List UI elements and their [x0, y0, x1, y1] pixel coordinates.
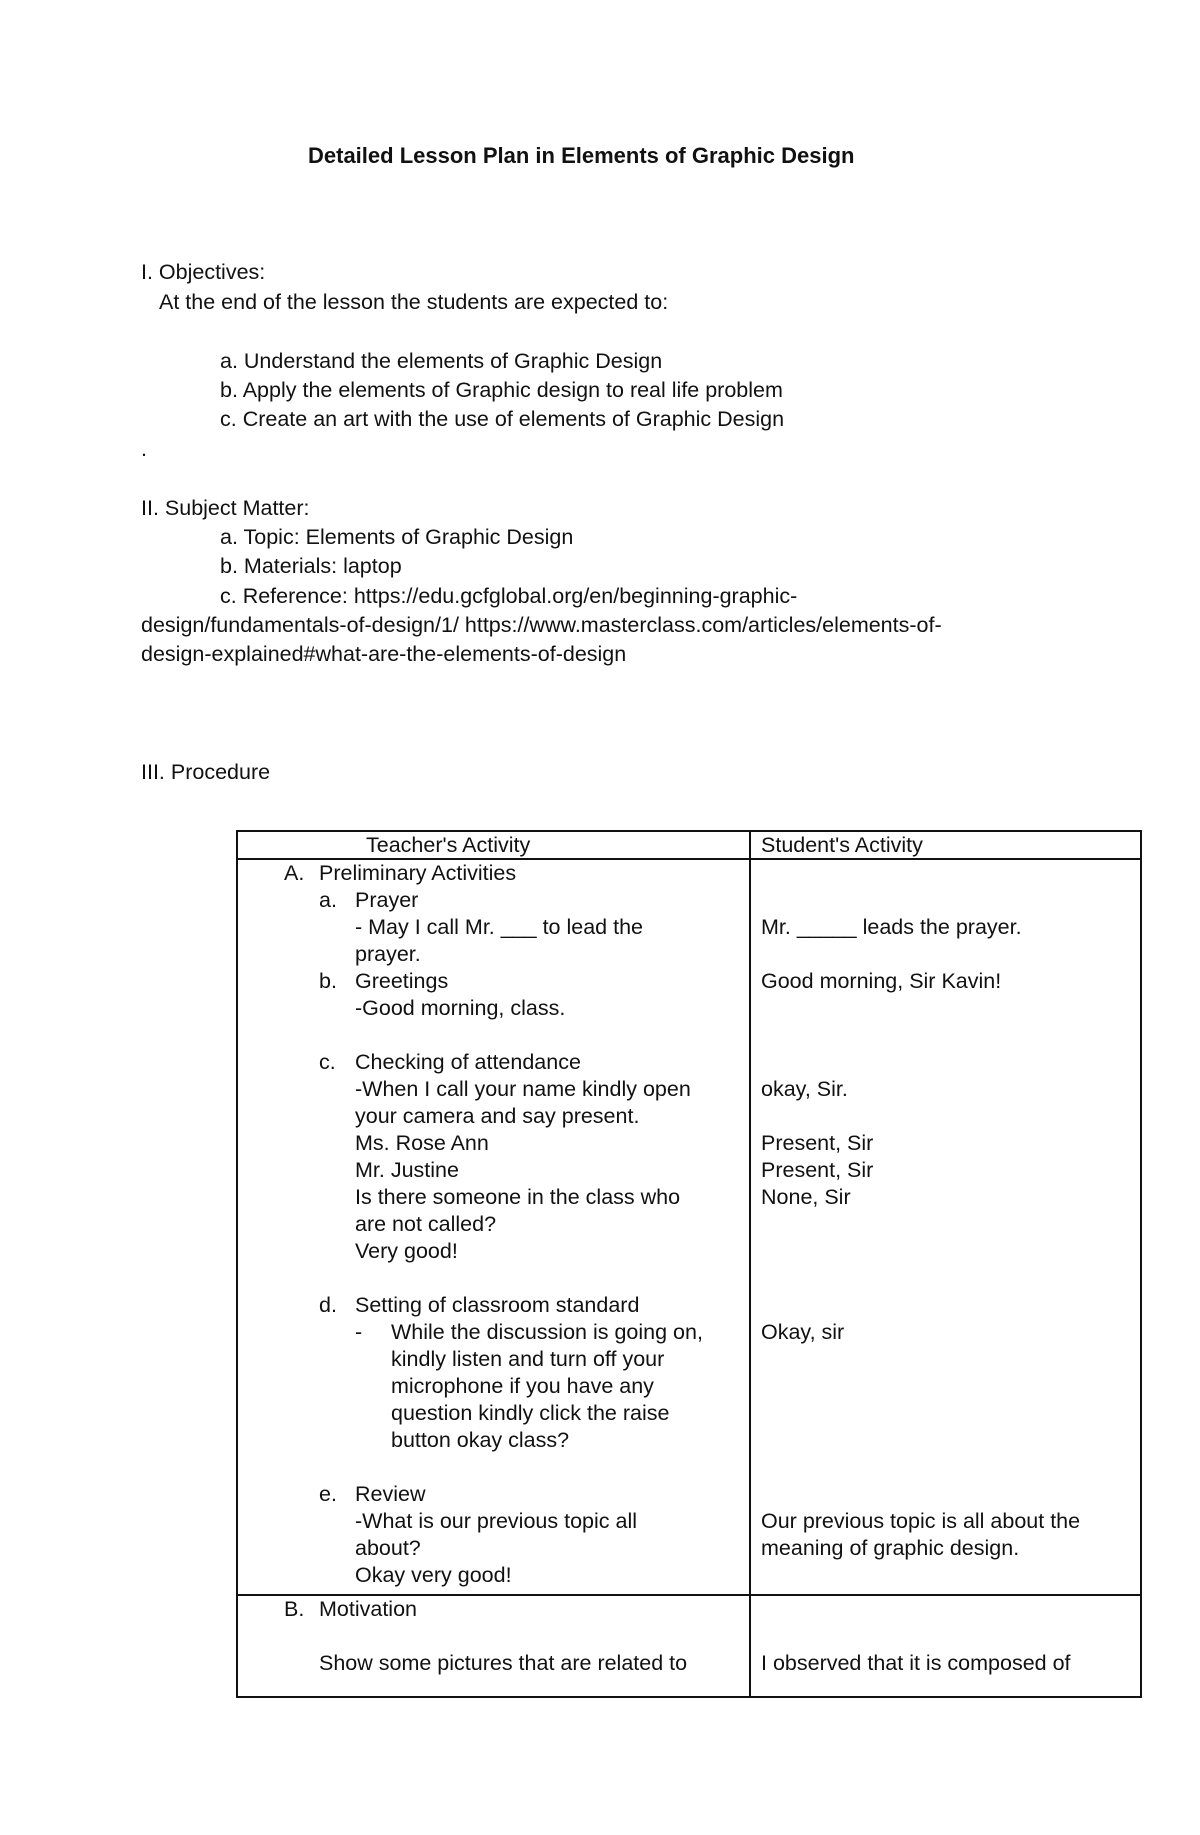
section-letter: B.	[284, 1597, 305, 1621]
item-label: Checking of attendance	[355, 1050, 581, 1074]
student-text: Our previous topic is all about the	[761, 1509, 1081, 1533]
objective-item: b. Apply the elements of Graphic design to real life problem	[220, 378, 783, 402]
student-text: Okay, sir	[761, 1320, 845, 1344]
teacher-text: prayer.	[355, 942, 421, 966]
teacher-text: about?	[355, 1536, 421, 1560]
row-a-student-cell	[750, 859, 1141, 1595]
item-letter: c.	[319, 1050, 336, 1074]
teacher-activity-header: Teacher's Activity	[366, 833, 531, 857]
student-text: I observed that it is composed of	[761, 1651, 1071, 1675]
section-letter: A.	[284, 861, 305, 885]
subject-reference-cont: design/fundamentals-of-design/1/ https://www.masterclass.com/articles/elements-of-	[141, 613, 942, 637]
subject-reference-cont: design-explained#what-are-the-elements-of-design	[141, 642, 627, 666]
item-letter: e.	[319, 1482, 337, 1506]
teacher-text: While the discussion is going on,	[391, 1320, 703, 1344]
row-b-teacher-cell	[237, 1595, 750, 1697]
section-label: Motivation	[319, 1597, 417, 1621]
procedure-table	[236, 830, 1142, 1698]
row-b-student-cell	[750, 1595, 1141, 1697]
student-text: meaning of graphic design.	[761, 1536, 1020, 1560]
teacher-text: microphone if you have any	[391, 1374, 654, 1398]
teacher-activity-header-cell	[237, 831, 750, 859]
item-letter: d.	[319, 1293, 337, 1317]
objective-item: a. Understand the elements of Graphic Design	[220, 349, 663, 373]
teacher-text: - May I call Mr. ___ to lead the	[355, 915, 643, 939]
student-activity-header: Student's Activity	[761, 833, 923, 857]
teacher-text: your camera and say present.	[355, 1104, 640, 1128]
teacher-text: are not called?	[355, 1212, 497, 1236]
objective-item: c. Create an art with the use of elements of Graphic Design	[220, 407, 785, 431]
document-title: Detailed Lesson Plan in Elements of Graphic Design	[308, 143, 855, 168]
item-label: Greetings	[355, 969, 449, 993]
teacher-text: Mr. Justine	[355, 1158, 459, 1182]
teacher-text: Okay very good!	[355, 1563, 512, 1587]
subject-topic: a. Topic: Elements of Graphic Design	[220, 525, 574, 549]
item-label: Review	[355, 1482, 426, 1506]
teacher-text: Is there someone in the class who	[355, 1185, 681, 1209]
student-text: Mr. _____ leads the prayer.	[761, 915, 1022, 939]
student-text: Present, Sir	[761, 1158, 874, 1182]
bullet-dash: -	[355, 1320, 363, 1344]
objectives-intro: At the end of the lesson the students are expected to:	[159, 290, 669, 314]
student-text: okay, Sir.	[761, 1077, 848, 1101]
procedure-heading: III. Procedure	[141, 760, 271, 784]
item-label: Prayer	[355, 888, 419, 912]
row-a-teacher-cell	[237, 859, 750, 1595]
teacher-text: -Good morning, class.	[355, 996, 566, 1020]
teacher-text: -What is our previous topic all	[355, 1509, 637, 1533]
teacher-text: kindly listen and turn off your	[391, 1347, 665, 1371]
teacher-text: button okay class?	[391, 1428, 570, 1452]
objectives-heading: I. Objectives:	[141, 260, 266, 284]
teacher-text: Ms. Rose Ann	[355, 1131, 489, 1155]
subject-matter-heading: II. Subject Matter:	[141, 496, 310, 520]
teacher-text: question kindly click the raise	[391, 1401, 670, 1425]
item-label: Setting of classroom standard	[355, 1293, 640, 1317]
item-letter: b.	[319, 969, 337, 993]
student-activity-header-cell	[750, 831, 1141, 859]
teacher-text: Show some pictures that are related to	[319, 1651, 688, 1675]
teacher-text: Very good!	[355, 1239, 458, 1263]
teacher-text: -When I call your name kindly open	[355, 1077, 691, 1101]
student-text: Good morning, Sir Kavin!	[761, 969, 1002, 993]
stray-period: .	[141, 437, 147, 461]
item-letter: a.	[319, 888, 337, 912]
student-text: None, Sir	[761, 1185, 851, 1209]
student-text: Present, Sir	[761, 1131, 874, 1155]
subject-reference: c. Reference: https://edu.gcfglobal.org/en/beginning-graphic-	[220, 584, 798, 608]
section-label: Preliminary Activities	[319, 861, 517, 885]
subject-materials: b. Materials: laptop	[220, 554, 402, 578]
